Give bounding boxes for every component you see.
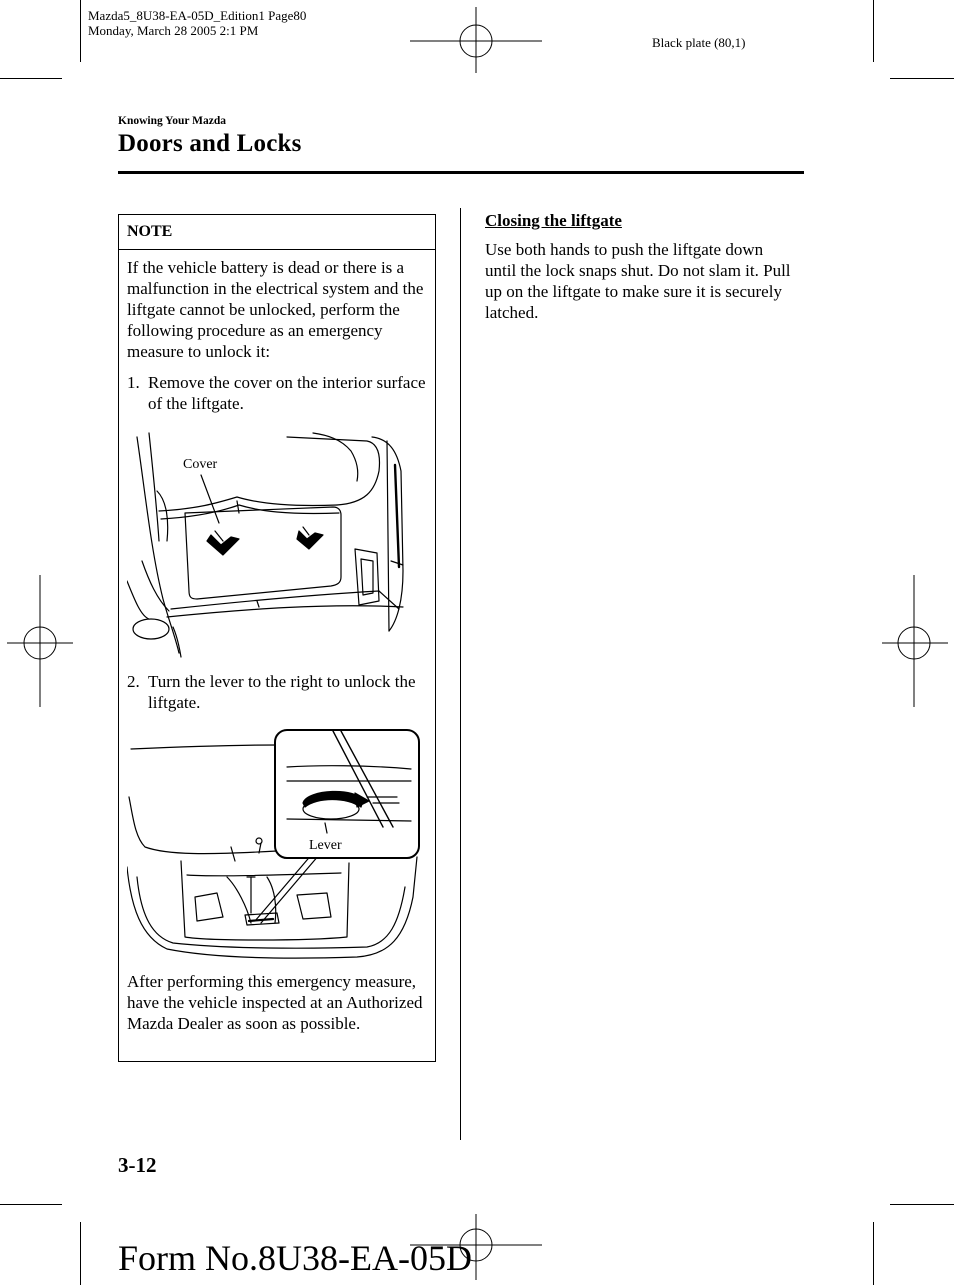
crop-mark (873, 1222, 874, 1285)
crop-mark (0, 1204, 62, 1205)
registration-mark-right-icon (880, 575, 950, 707)
form-number: Form No.8U38-EA-05D (118, 1238, 472, 1278)
note-outro: After performing this emergency measure, have the vehicle inspected at an Authorized Mazda Dealer as soon as possible. (127, 972, 423, 1033)
title-rule (118, 171, 804, 174)
step-2 (127, 671, 429, 715)
note-header (119, 215, 435, 250)
closing-body: Use both hands to push the liftgate down until the lock snaps shut. Do not slam it. Pull up on the liftgate to make sure it is securely latched. (485, 240, 791, 322)
lever-label: Lever (309, 838, 342, 853)
crop-mark (890, 1204, 954, 1205)
page-title: Doors and Locks (118, 130, 302, 157)
file-info (88, 8, 306, 38)
step-1 (127, 372, 429, 416)
plate-info: Black plate (80,1) (652, 35, 746, 50)
lever-illustration (127, 727, 427, 962)
page-number: 3-12 (118, 1153, 157, 1177)
file-line: Mazda5_8U38-EA-05D_Edition1 Page80 (88, 8, 307, 23)
crop-mark (80, 1222, 81, 1285)
step-number: 1. (127, 373, 140, 392)
column-divider (460, 208, 461, 1140)
crop-mark (873, 0, 874, 62)
crop-mark (890, 78, 954, 79)
cover-illustration (127, 431, 427, 659)
section-label: Knowing Your Mazda (118, 115, 226, 127)
note-intro: If the vehicle battery is dead or there is a malfunction in the electrical system and the liftgate cannot be unlocked, perform the following procedure as an emergency measure to unlock it: (127, 258, 424, 361)
crop-mark (0, 78, 62, 79)
crop-mark (80, 0, 81, 62)
note-heading: NOTE (127, 223, 173, 240)
step-text: Remove the cover on the interior surface of the liftgate. (148, 373, 426, 413)
step-text: Turn the lever to the right to unlock the liftgate. (148, 672, 416, 712)
date-line: Monday, March 28 2005 2:1 PM (88, 23, 259, 38)
cover-label: Cover (183, 457, 218, 472)
registration-mark-left-icon (5, 575, 75, 707)
registration-mark-top-icon (410, 5, 542, 75)
closing-heading: Closing the liftgate (485, 211, 622, 230)
step-number: 2. (127, 672, 140, 691)
note-box (118, 214, 436, 1062)
